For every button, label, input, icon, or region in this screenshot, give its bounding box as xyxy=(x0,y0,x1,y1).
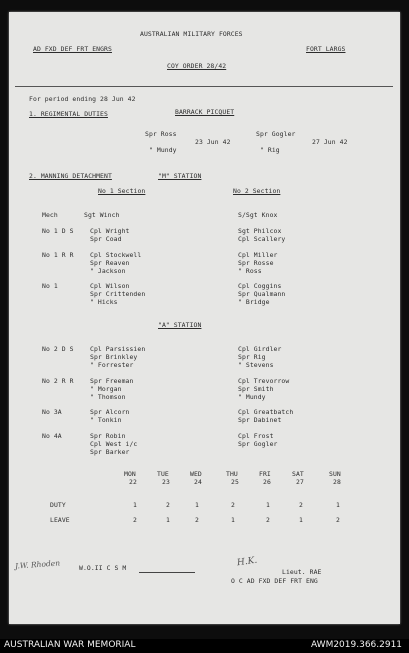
crew-member: Cpl Trevorrow xyxy=(238,377,290,385)
roster-day: SUN xyxy=(329,470,341,478)
crew-member: " Ross xyxy=(238,267,262,275)
crew-member: Spr Rig xyxy=(238,353,266,361)
m-station-heading: "M" STATION xyxy=(158,172,202,180)
position-label: No 2 D S xyxy=(42,345,74,353)
roster-date: 23 xyxy=(162,478,170,486)
handwritten-signature-left: J.W. Rhoden xyxy=(14,558,61,571)
roster-date: 25 xyxy=(231,478,239,486)
crew-member: " Mundy xyxy=(238,393,266,401)
duty-count: 2 xyxy=(299,501,303,509)
section-2-heading: No 2 Section xyxy=(233,187,281,195)
picquet-date: 23 Jun 42 xyxy=(195,138,231,146)
duty-count: 2 xyxy=(166,501,170,509)
signature-line xyxy=(139,571,195,573)
crew-member: Cpl Parsissien xyxy=(90,345,146,353)
roster-day: WED xyxy=(190,470,202,478)
crew-member: Cpl Miller xyxy=(238,251,278,259)
crew-member: Spr Crittenden xyxy=(90,290,146,298)
crew-member: " Stevens xyxy=(238,361,274,369)
leave-count: 2 xyxy=(266,516,270,524)
picquet-name: Spr Gogler xyxy=(256,130,296,138)
crew-member: Spr Rosse xyxy=(238,259,274,267)
crew-member: Spr Robin xyxy=(90,432,126,440)
mech-section-2: S/Sgt Knox xyxy=(238,211,278,219)
position-label: No 3A xyxy=(42,408,62,416)
crew-member: Spr Alcorn xyxy=(90,408,130,416)
roster-date: 27 xyxy=(296,478,304,486)
footer-accession-number: AWM2019.366.2911 xyxy=(311,640,403,650)
document-page xyxy=(9,12,400,624)
roster-day: MON xyxy=(124,470,136,478)
crew-member: Cpl Frost xyxy=(238,432,274,440)
picquet-date: 27 Jun 42 xyxy=(312,138,348,146)
leave-count: 2 xyxy=(195,516,199,524)
crew-member: " Morgan xyxy=(90,385,122,393)
org-title: AUSTRALIAN MILITARY FORCES xyxy=(140,30,243,38)
unit-name: AD FXD DEF FRT ENGRS xyxy=(33,45,112,53)
crew-member: Spr Freeman xyxy=(90,377,134,385)
picquet-name: Spr Ross xyxy=(145,130,177,138)
header-rule xyxy=(15,86,393,87)
leave-count: 1 xyxy=(231,516,235,524)
handwritten-signature-right: H.K. xyxy=(236,555,258,569)
position-label: No 4A xyxy=(42,432,62,440)
duty-count: 1 xyxy=(266,501,270,509)
archive-footer xyxy=(0,639,409,653)
crew-member: Cpl Greatbatch xyxy=(238,408,294,416)
crew-member: Cpl West i/c xyxy=(90,440,138,448)
picquet-name: " Rig xyxy=(260,146,280,154)
leave-label: LEAVE xyxy=(50,516,70,524)
crew-member: Spr Coad xyxy=(90,235,122,243)
duty-count: 1 xyxy=(133,501,137,509)
crew-member: Cpl Wright xyxy=(90,227,130,235)
crew-member: Spr Barker xyxy=(90,448,130,456)
crew-member: " Jackson xyxy=(90,267,126,275)
position-label: No 1 D S xyxy=(42,227,74,235)
duty-label: DUTY xyxy=(50,501,66,509)
roster-day: TUE xyxy=(157,470,169,478)
footer-institution: AUSTRALIAN WAR MEMORIAL xyxy=(4,640,136,650)
roster-date: 28 xyxy=(333,478,341,486)
position-label: No 1 R R xyxy=(42,251,74,259)
position-label: No 2 R R xyxy=(42,377,74,385)
roster-day: SAT xyxy=(292,470,304,478)
location: FORT LARGS xyxy=(306,45,346,53)
crew-member: " Forrester xyxy=(90,361,134,369)
crew-member: Spr Qualmann xyxy=(238,290,286,298)
roster-day: THU xyxy=(226,470,238,478)
picquet-name: " Mundy xyxy=(149,146,177,154)
roster-date: 26 xyxy=(263,478,271,486)
crew-member: Cpl Scallery xyxy=(238,235,286,243)
leave-count: 1 xyxy=(299,516,303,524)
crew-member: Cpl Stockwell xyxy=(90,251,142,259)
manning-heading: 2. MANNING DETACHMENT xyxy=(29,172,112,180)
crew-member: Sgt Philcox xyxy=(238,227,282,235)
crew-member: " Thomson xyxy=(90,393,126,401)
period-line: For period ending 28 Jun 42 xyxy=(29,95,136,103)
duty-count: 2 xyxy=(231,501,235,509)
crew-member: Cpl Girdler xyxy=(238,345,282,353)
position-label: No 1 xyxy=(42,282,58,290)
mech-label: Mech xyxy=(42,211,58,219)
crew-member: " Hicks xyxy=(90,298,118,306)
csm-rank: W.O.II C S M xyxy=(79,564,127,572)
crew-member: Spr Brinkley xyxy=(90,353,138,361)
order-number: COY ORDER 28/42 xyxy=(167,62,227,70)
crew-member: Spr Smith xyxy=(238,385,274,393)
mech-section-1: Sgt Winch xyxy=(84,211,120,219)
crew-member: Cpl Coggins xyxy=(238,282,282,290)
officer-rank: Lieut. RAE xyxy=(282,568,322,576)
crew-member: Spr Dabinet xyxy=(238,416,282,424)
crew-member: Cpl Wilson xyxy=(90,282,130,290)
roster-date: 24 xyxy=(194,478,202,486)
section-1-heading: No 1 Section xyxy=(98,187,146,195)
duty-count: 1 xyxy=(336,501,340,509)
duty-count: 1 xyxy=(195,501,199,509)
barrack-picquet-heading: BARRACK PICQUET xyxy=(175,108,235,116)
leave-count: 2 xyxy=(133,516,137,524)
crew-member: Spr Reaven xyxy=(90,259,130,267)
leave-count: 2 xyxy=(336,516,340,524)
roster-date: 22 xyxy=(129,478,137,486)
a-station-heading: "A" STATION xyxy=(158,321,202,329)
leave-count: 1 xyxy=(166,516,170,524)
officer-title: O C AD FXD DEF FRT ENG xyxy=(231,577,318,585)
crew-member: " Bridge xyxy=(238,298,270,306)
crew-member: " Tonkin xyxy=(90,416,122,424)
roster-day: FRI xyxy=(259,470,271,478)
crew-member: Spr Gogler xyxy=(238,440,278,448)
regimental-heading: 1. REGIMENTAL DUTIES xyxy=(29,110,108,118)
